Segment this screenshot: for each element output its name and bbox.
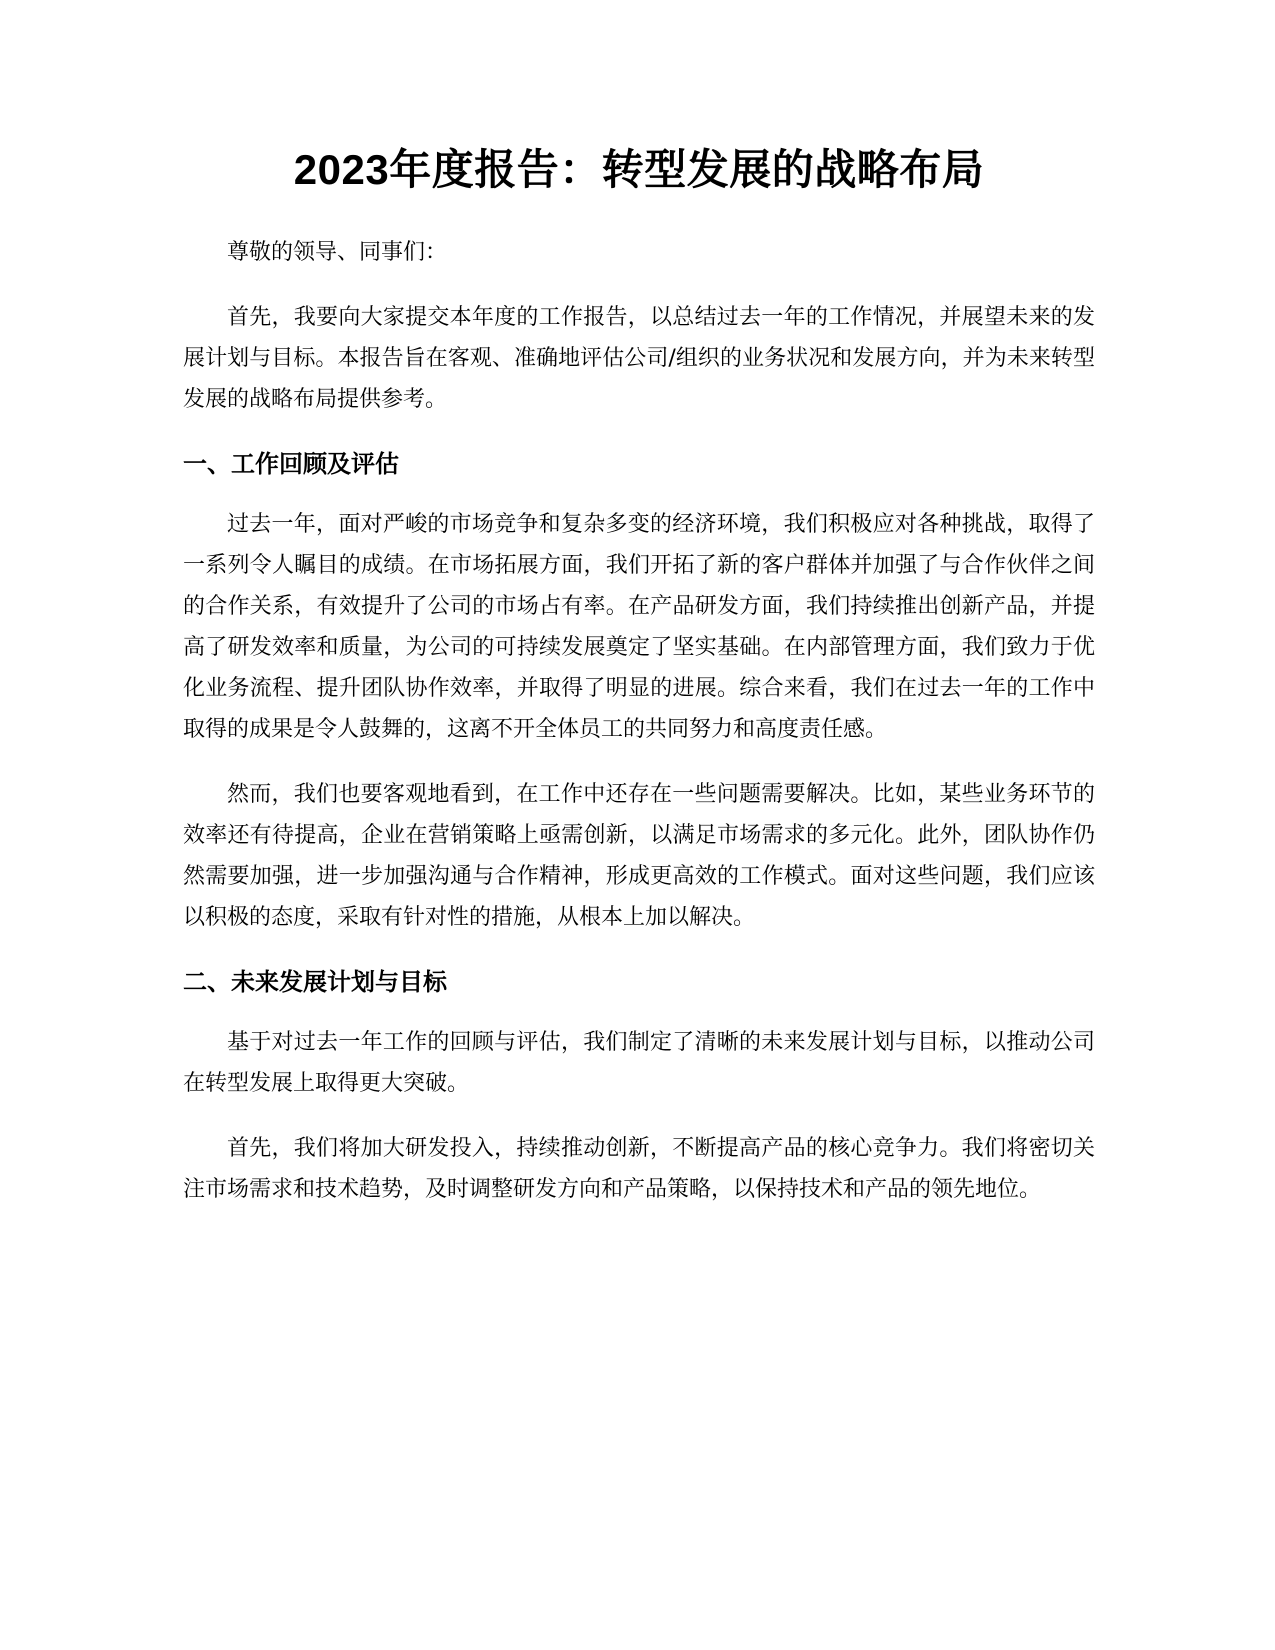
greeting: 尊敬的领导、同事们：	[227, 240, 448, 265]
paragraph: 然而，我们也要客观地看到，在工作中还存在一些问题需要解决。比如，某些业务环节的效率还有待提高，企业在营销策略上亟需创新，以满足市场需求的多元化。此外，团队协作仍然需要加强，进一步加强沟通与合作精神，形成更高效的工作模式。面对这些问题，我们应该以积极的态度，采取有针对性的措施，从根本上加以解决。	[183, 782, 1095, 930]
paragraph: 基于对过去一年工作的回顾与评估，我们制定了清晰的未来发展计划与目标，以推动公司在转型发展上取得更大突破。	[183, 1030, 1095, 1096]
paragraph: 首先，我们将加大研发投入，持续推动创新，不断提高产品的核心竞争力。我们将密切关注市场需求和技术趋势，及时调整研发方向和产品策略，以保持技术和产品的领先地位。	[183, 1136, 1095, 1202]
document-body	[183, 140, 1095, 1210]
section-heading-review: 一、工作回顾及评估	[183, 451, 399, 478]
intro-paragraph: 首先，我要向大家提交本年度的工作报告，以总结过去一年的工作情况，并展望未来的发展计划与目标。本报告旨在客观、准确地评估公司/组织的业务状况和发展方向，并为未来转型发展的战略布局提供参考。	[183, 305, 1095, 412]
paragraph: 过去一年，面对严峻的市场竞争和复杂多变的经济环境，我们积极应对各种挑战，取得了一系列令人瞩目的成绩。在市场拓展方面，我们开拓了新的客户群体并加强了与合作伙伴之间的合作关系，有效提升了公司的市场占有率。在产品研发方面，我们持续推出创新产品，并提高了研发效率和质量，为公司的可持续发展奠定了坚实基础。在内部管理方面，我们致力于优化业务流程、提升团队协作效率，并取得了明显的进展。综合来看，我们在过去一年的工作中取得的成果是令人鼓舞的，这离不开全体员工的共同努力和高度责任感。	[183, 512, 1095, 742]
section-heading-future-plan: 二、未来发展计划与目标	[183, 969, 447, 996]
document-title: 2023年度报告：转型发展的战略布局	[293, 146, 985, 193]
